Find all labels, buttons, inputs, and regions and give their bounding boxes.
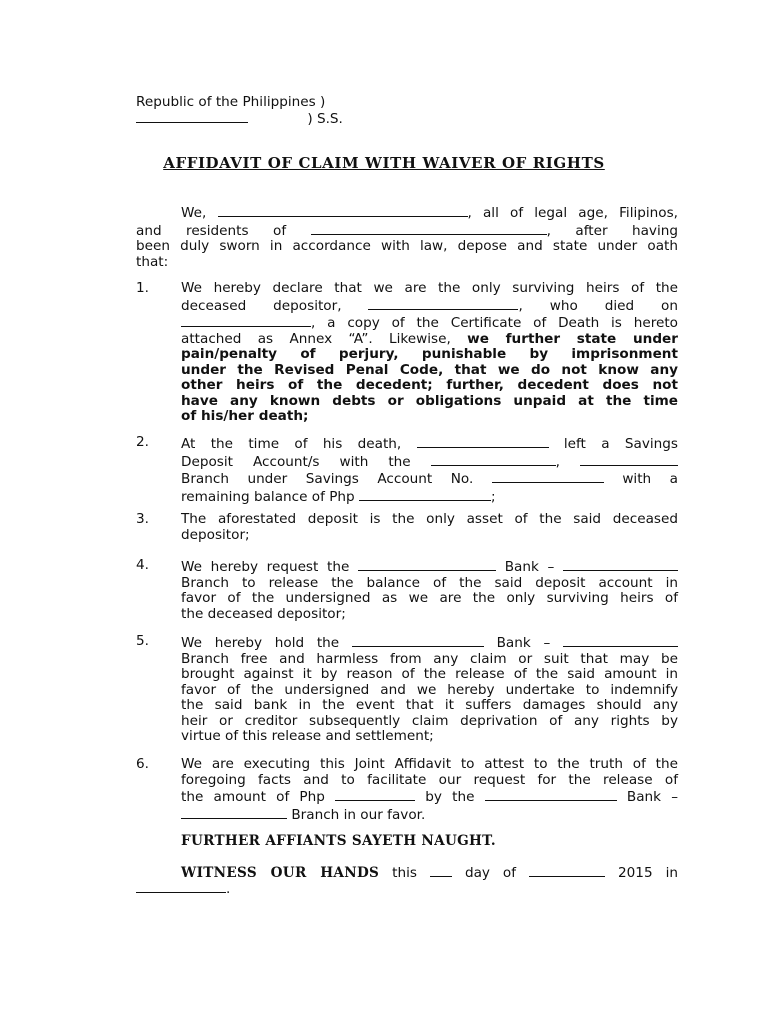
blank-branch-5 bbox=[563, 634, 678, 647]
document-title: AFFIDAVIT OF CLAIM WITH WAIVER OF RIGHTS bbox=[163, 154, 605, 172]
blank-bank bbox=[431, 453, 556, 466]
venue-ss-line bbox=[136, 110, 343, 128]
blank-balance bbox=[359, 488, 491, 501]
blank-bank-5 bbox=[352, 634, 484, 647]
venue-republic: Republic of the Philippines ) bbox=[136, 94, 326, 110]
blank-venue bbox=[136, 110, 248, 123]
blank-branch-6 bbox=[181, 806, 287, 819]
item-4: 4. We hereby request the Bank – Branch to release the balance of the said deposit account in favor of the undersigned as we are the only surviving heirs of the deceased depositor; bbox=[136, 557, 678, 622]
blank-month bbox=[529, 864, 605, 877]
item-2: 2. At the time of his death, left a Savings Deposit Account/s with the , Branch under Savings Account No. with a remaining balance of Php ; bbox=[136, 434, 678, 505]
item-6: 6. We are executing this Joint Affidavit to attest to the truth of the foregoing facts and to facilitate our request for the release of the amount of Php by the Bank – Branch in our favor. bbox=[136, 756, 679, 823]
item-5: 5. We hereby hold the Bank – Branch free and harmless from any claim or suit that may be brought against it by reason of the release of the said amount in favor of the undersigned and we hereby undertake to indemnify the said bank in the event that it suffers damages should any heir or creditor subsequently claim deprivation of any rights by virtue of this release and settlement; bbox=[136, 633, 678, 744]
blank-branch-4 bbox=[563, 558, 678, 571]
blank-place bbox=[136, 880, 226, 893]
witness-line: WITNESS OUR HANDS this day of 2015 in bbox=[181, 865, 678, 881]
blank-amount bbox=[335, 788, 415, 801]
blank-bank-6 bbox=[485, 788, 617, 801]
witness-place-line: . bbox=[136, 880, 230, 898]
item-1: 1. We hereby declare that we are the only surviving heirs of the deceased depositor, , who died on , a copy of the Certificate of Death is hereto attached as Annex “A”. Likewise, we further state under pain/penalty of perjury, punishable by imprisonment under the Revised Penal Code, that we do not know any other heirs of the decedent; further, decedent does not have any known debts or obligations unpaid at the time of his/her death; bbox=[136, 280, 678, 424]
intro-paragraph: We, , all of legal age, Filipinos, and residents of , after having been duly sworn in accordance with law, depose and state under oath that: bbox=[136, 205, 678, 270]
blank-day bbox=[430, 864, 452, 877]
blank-bank-4 bbox=[358, 558, 496, 571]
item-3: 3. The aforestated deposit is the only asset of the said deceased depositor; bbox=[136, 511, 678, 543]
blank-affiants bbox=[218, 204, 468, 217]
venue-ss: ) S.S. bbox=[307, 111, 343, 127]
blank-residence bbox=[311, 222, 547, 235]
blank-account-no bbox=[492, 470, 604, 483]
blank-branch bbox=[580, 453, 678, 466]
blank-depositor bbox=[368, 297, 518, 310]
blank-death-date bbox=[181, 314, 311, 327]
further-affiants: FURTHER AFFIANTS SAYETH NAUGHT. bbox=[181, 833, 496, 849]
blank-decedent bbox=[417, 435, 549, 448]
